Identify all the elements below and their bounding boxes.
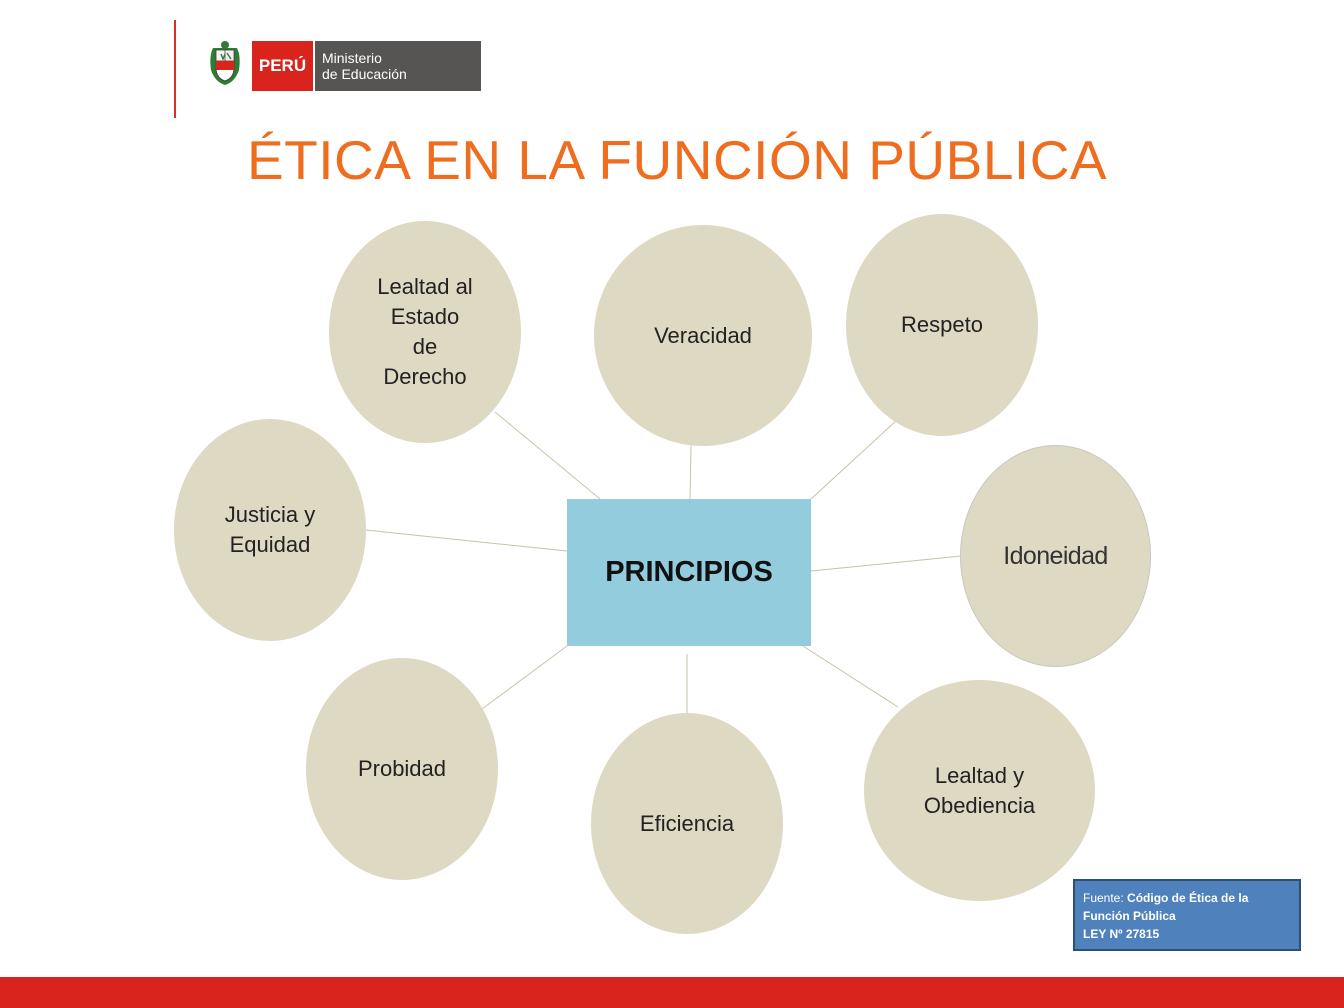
- probidad-label: Probidad: [357, 756, 447, 781]
- connector-lealtad-obediencia: [803, 646, 898, 707]
- respeto-label: Respeto: [901, 312, 983, 337]
- connector-justicia: [366, 530, 567, 551]
- justicia-line-1: Justicia y: [224, 502, 316, 527]
- source-note: [1073, 879, 1301, 951]
- source-line-1: Código de Ética de la: [1127, 891, 1249, 905]
- ministry-line-1: Ministerio: [322, 50, 382, 66]
- connector-lealtad-estado: [495, 412, 600, 499]
- page-title: ÉTICA EN LA FUNCIÓN PÚBLICA: [247, 129, 1108, 191]
- justicia-line-2: Equidad: [229, 532, 311, 557]
- node-probidad: [306, 658, 498, 880]
- node-justicia: [174, 419, 366, 641]
- lealtad-estado-line-2: Estado: [390, 304, 460, 329]
- lealtad-obediencia-line-2: Obediencia: [923, 792, 1036, 818]
- node-respeto: [846, 214, 1038, 436]
- principios-label: PRINCIPIOS: [605, 556, 773, 588]
- lealtad-estado-line-4: Derecho: [383, 364, 467, 389]
- source-line-2: Función Pública: [1083, 909, 1176, 923]
- peru-label: PERÚ: [252, 41, 313, 91]
- lealtad-obediencia-line-1: Lealtad y: [934, 762, 1025, 788]
- eficiencia-label: Eficiencia: [639, 810, 735, 836]
- lealtad-estado-line-3: de: [412, 334, 438, 359]
- veracidad-label: Veracidad: [654, 322, 752, 348]
- node-veracidad: [594, 225, 812, 446]
- node-lealtad-estado: [329, 221, 521, 443]
- source-line-3: LEY Nº 27815: [1083, 927, 1160, 941]
- source-prefix: Fuente:: [1083, 891, 1128, 905]
- principios-box: [567, 499, 811, 646]
- lealtad-estado-line-1: Lealtad al: [377, 274, 473, 299]
- ministry-line-2: de Educación: [322, 66, 407, 82]
- connector-veracidad: [690, 445, 691, 499]
- connector-probidad: [482, 646, 567, 709]
- connector-idoneidad: [811, 556, 961, 571]
- node-eficiencia: [591, 713, 783, 934]
- node-idoneidad: [960, 445, 1151, 667]
- node-lealtad-obediencia: [864, 680, 1095, 901]
- idoneidad-label: Idoneidad: [1003, 542, 1108, 570]
- footer-bar: [0, 977, 1344, 1008]
- connector-respeto: [811, 420, 897, 499]
